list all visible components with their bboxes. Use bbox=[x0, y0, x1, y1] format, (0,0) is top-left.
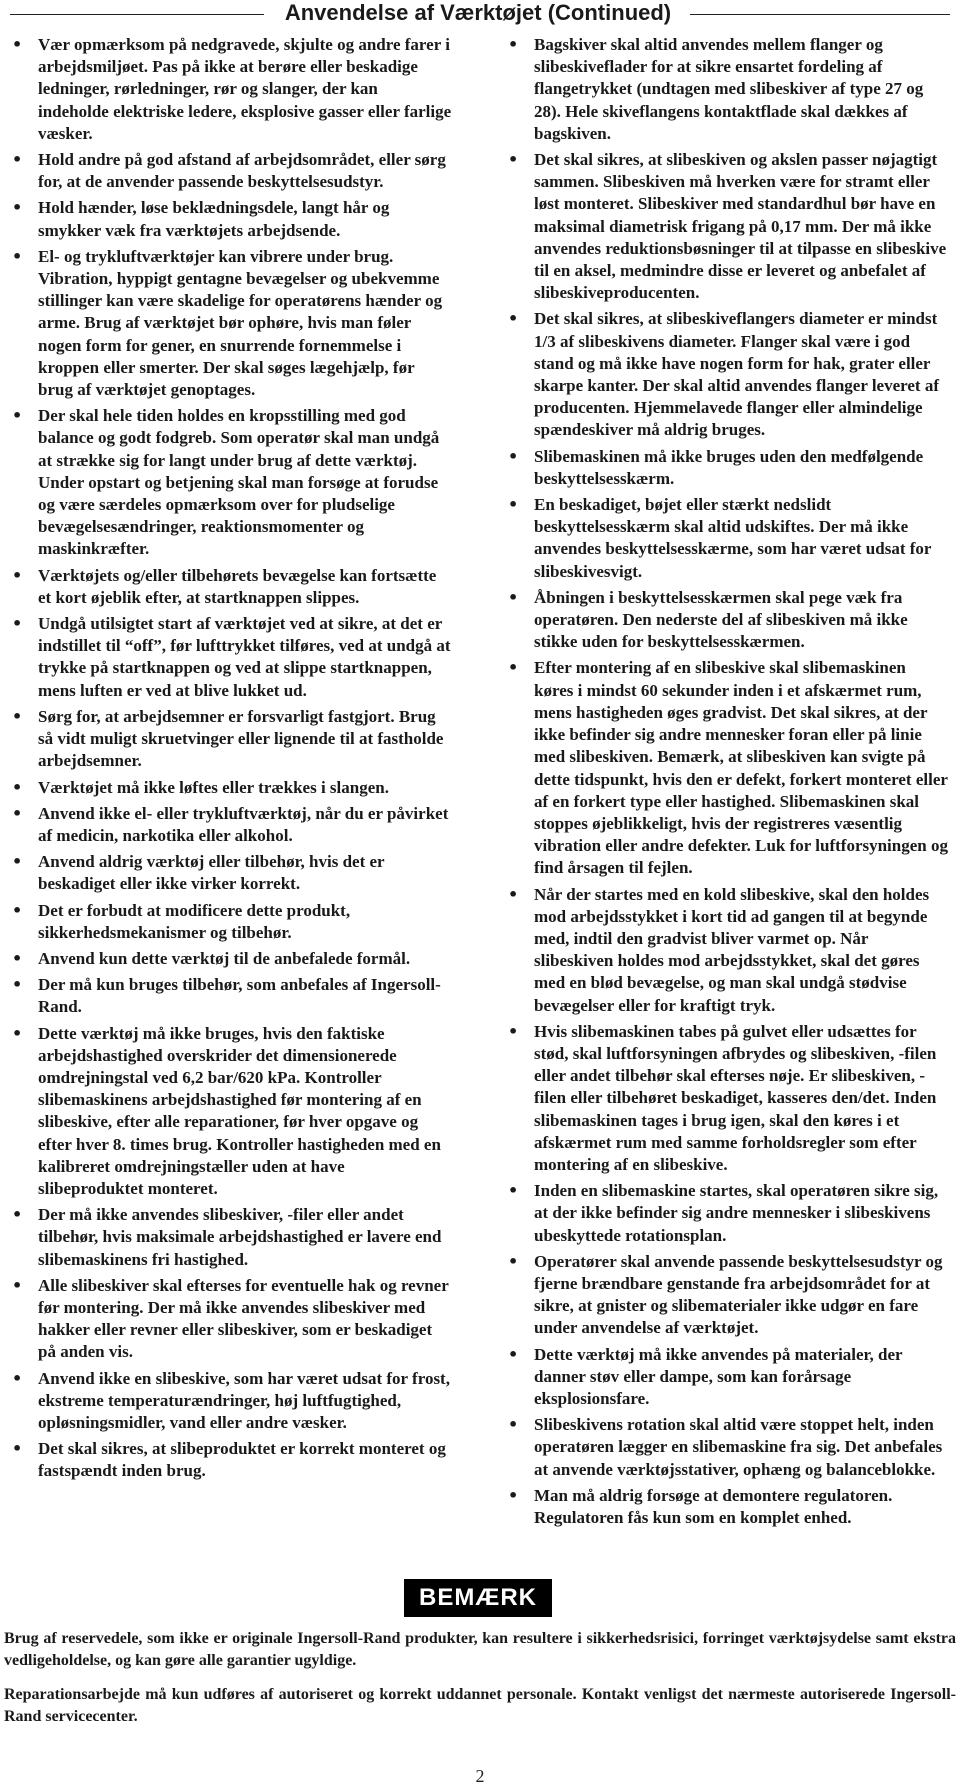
list-item-text: Undgå utilsigtet start af værktøjet ved at sikre, at det er indstillet til “off”, før lufttrykket tilføres, ved at undgå at trykke på startknappen og ved at slippe startknappen, mens luften er ved at blive lukket ud. bbox=[38, 614, 451, 700]
list-item bbox=[12, 613, 452, 702]
list-item bbox=[508, 308, 948, 441]
list-item-text: Værktøjets og/eller tilbehørets bevægelse kan fortsætte et kort øjeblik efter, at startknappen slippes. bbox=[38, 565, 437, 607]
list-item-text: Man må aldrig forsøge at demontere regulatoren. Regulatoren fås kun som en komplet enhed. bbox=[534, 1485, 893, 1527]
bullet-dot-icon: • bbox=[508, 587, 519, 607]
list-item-text: Inden en slibemaskine startes, skal operatøren sikre sig, at der ikke befinder sig andre mennesker i slibeskivens ubeskyttede rotationsplan. bbox=[534, 1181, 939, 1245]
bullet-dot-icon: • bbox=[508, 495, 519, 515]
list-item bbox=[508, 34, 948, 145]
right-bullet-list bbox=[508, 34, 948, 1529]
list-item-text: Anvend aldrig værktøj eller tilbehør, hvis det er beskadiget eller ikke virker korrekt. bbox=[38, 852, 385, 894]
list-item bbox=[12, 565, 452, 609]
list-item bbox=[508, 149, 948, 304]
list-item-text: Åbningen i beskyttelsesskærmen skal pege væk fra operatøren. Den nederste del af slibeskiven må ikke stikke uden for beskyttelsesskærmen. bbox=[534, 587, 908, 652]
list-item-text: Værktøjet må ikke løftes eller trækkes i slangen. bbox=[38, 777, 389, 797]
list-item-text: Vær opmærksom på nedgravede, skjulte og andre farer i arbejdsmiljøet. Pas på ikke at berøre eller beskadige ledninger, rørledninger, rør og slanger, der kan indeholde elektriske ledere, eksplosive gasser eller farlige væsker. bbox=[38, 35, 452, 143]
list-item-text: Dette værktøj må ikke anvendes på materialer, der danner støv eller dampe, som kan forårsage eksplosionsfare. bbox=[534, 1344, 903, 1408]
bullet-dot-icon: • bbox=[12, 35, 23, 54]
list-item bbox=[508, 1180, 948, 1247]
header-rule-right bbox=[690, 14, 950, 15]
page-header bbox=[0, 0, 960, 28]
header-rule-left bbox=[10, 14, 264, 15]
bullet-dot-icon: • bbox=[12, 948, 23, 968]
list-item bbox=[12, 149, 452, 193]
page-number: 2 bbox=[475, 1766, 485, 1786]
bullet-dot-icon: • bbox=[12, 1368, 23, 1388]
list-item-text: Når der startes med en kold slibeskive, skal den holdes mod arbejdsstykket i kort tid ad gangen til at begynde med, indtil den gradvist bliver varmet op. Når slibeskiven holdes mod arbejdsstykket, skal det gøres med en blød bevægelse, og man skal undgå stødvise bevægelser eller for kraftigt tryk. bbox=[534, 884, 930, 1015]
note-paragraph-1: Brug af reservedele, som ikke er originale Ingersoll-Rand produkter, kan resultere i sikkerhedsrisici, forringet værktøjsydelse samt ekstra vedligeholdelse, og kan gøre alle garantier ugyldige. bbox=[4, 1630, 956, 1669]
list-item bbox=[508, 657, 948, 879]
list-item-text: Alle slibeskiver skal efterses for eventuelle hak og revner før montering. Der må ikke anvendes slibeskiver med hakker eller revner eller slibeskiver, som er beskadiget på anden vis. bbox=[38, 1275, 449, 1362]
list-item bbox=[12, 851, 452, 895]
list-item-text: Bagskiver skal altid anvendes mellem flanger og slibeskiveflader for at sikre ensartet fordeling af flangetrykket (undtagen med slibeskiver af type 27 og 28). Hele skiveflangens kontaktflade skal dækkes af bagskiven. bbox=[534, 35, 924, 143]
note-heading-box bbox=[404, 1579, 552, 1617]
list-item bbox=[12, 405, 452, 560]
list-item bbox=[12, 706, 452, 773]
right-column bbox=[508, 34, 948, 1533]
list-item-text: Der må ikke anvendes slibeskiver, -filer eller andet tilbehør, hvis maksimale arbejdshastighed er lavere end slibemaskinens fri hastighed. bbox=[38, 1205, 442, 1269]
bullet-dot-icon: • bbox=[12, 852, 23, 872]
list-item bbox=[12, 803, 452, 847]
list-item-text: En beskadiget, bøjet eller stærkt nedslidt beskyttelsesskærm skal altid udskiftes. Der må ikke anvendes beskyttelsesskærme, som har været udsat for slibeskivesvigt. bbox=[534, 495, 932, 581]
bullet-dot-icon: • bbox=[12, 1023, 23, 1043]
list-item-text: Det skal sikres, at slibeproduktet er korrekt monteret og fastspændt inden brug. bbox=[38, 1439, 446, 1481]
note-paragraph-2: Reparationsarbejde må kun udføres af autoriseret og korrekt uddannet personale. Kontakt venligst det nærmeste autoriserede Ingersoll-Rand servicecenter. bbox=[4, 1686, 956, 1725]
list-item bbox=[508, 1485, 948, 1529]
list-item-text: Der skal hele tiden holdes en kropsstilling med god balance og godt fodgreb. Som operatør skal man undgå at strække sig for langt under brug af dette værktøj. Under opstart og betjening skal man forsøge at forudse og være særdeles opmærksom over for pludselige bevægelsesændringer, reaktionsmomenter og maskinkræfter. bbox=[38, 406, 440, 559]
bullet-dot-icon: • bbox=[508, 884, 519, 904]
bullet-dot-icon: • bbox=[508, 1021, 519, 1041]
list-item bbox=[508, 1414, 948, 1481]
list-item-text: Hold hænder, løse beklædningsdele, langt hår og smykker væk fra værktøjets arbejdsende. bbox=[38, 198, 390, 240]
list-item-text: Anvend ikke en slibeskive, som har været udsat for frost, ekstreme temperaturændringer, høj luftfugtighed, opløsningsmidler, vand eller andre væsker. bbox=[38, 1368, 450, 1432]
list-item bbox=[508, 1021, 948, 1176]
list-item bbox=[12, 974, 452, 1018]
list-item bbox=[12, 1204, 452, 1271]
list-item-text: Anvend kun dette værktøj til de anbefalede formål. bbox=[38, 948, 411, 968]
bullet-dot-icon: • bbox=[12, 246, 23, 266]
bullet-dot-icon: • bbox=[12, 1205, 23, 1225]
bullet-dot-icon: • bbox=[12, 777, 23, 797]
bullet-dot-icon: • bbox=[508, 1344, 519, 1364]
list-item-text: Det skal sikres, at slibeskiveflangers diameter er mindst 1/3 af slibeskivens diameter. Flanger skal være i god stand og må ikke have nogen form for hak, grater eller skarpe kanter. Der skal altid anvendes flanger leveret af producenten. Hjemmelavede flanger eller almindelige spændeskiver må aldrig bruges. bbox=[534, 309, 939, 440]
list-item-text: Anvend ikke el- eller trykluftværktøj, når du er påvirket af medicin, narkotika eller alkohol. bbox=[38, 803, 449, 845]
bullet-dot-icon: • bbox=[12, 565, 23, 585]
bullet-dot-icon: • bbox=[12, 706, 23, 726]
list-item bbox=[12, 1275, 452, 1364]
list-item-text: Det skal sikres, at slibeskiven og akslen passer nøjagtigt sammen. Slibeskiven må hverken være for stramt eller løst monteret. Slibeskiver med standardhul bør have en maksimal diametrisk frigang på 0,17 mm. Der må ikke anvendes reduktionsbøsninger til at tilpasse en slibeskive til en aksel, medmindre disse er leveret og anbefalet af slibeskiveproducenten. bbox=[534, 150, 947, 303]
list-item-text: Slibemaskinen må ikke bruges uden den medfølgende beskyttelsesskærm. bbox=[534, 446, 924, 488]
list-item bbox=[12, 948, 452, 970]
bullet-dot-icon: • bbox=[508, 658, 519, 678]
list-item bbox=[12, 777, 452, 799]
list-item-text: Sørg for, at arbejdsemner er forsvarligt fastgjort. Brug så vidt muligt skruetvinger eller lignende til at fastholde arbejdsemner. bbox=[38, 706, 444, 771]
bullet-dot-icon: • bbox=[12, 150, 23, 170]
bullet-dot-icon: • bbox=[12, 614, 23, 634]
list-item-text: Slibeskivens rotation skal altid være stoppet helt, inden operatøren lægger en slibemaskine fra sig. Det anbefales at anvende værktøjsstativer, ophæng og balanceblokke. bbox=[534, 1415, 943, 1479]
list-item-text: Dette værktøj må ikke bruges, hvis den faktiske arbejdshastighed overskrider det dimensionerede omdrejningstal ved 6,2 bar/620 kPa. Kontroller slibemaskinens arbejdshastighed før montering af en slibeskive, efter alle reparationer, før hver opgave og efter hver 8. times brug. Kontroller hastigheden med en kalibreret omdrejningstæller uden at have slibeproduktet monteret. bbox=[38, 1023, 441, 1198]
list-item bbox=[508, 1251, 948, 1340]
list-item bbox=[12, 1368, 452, 1435]
section-title: Anvendelse af Værktøjet (Continued) bbox=[284, 0, 672, 25]
left-column bbox=[12, 34, 452, 1487]
bullet-dot-icon: • bbox=[508, 1251, 519, 1271]
list-item-text: Det er forbudt at modificere dette produkt, sikkerhedsmekanismer og tilbehør. bbox=[38, 900, 351, 942]
bullet-dot-icon: • bbox=[12, 1275, 23, 1295]
bullet-dot-icon: • bbox=[508, 1181, 519, 1201]
bullet-dot-icon: • bbox=[12, 803, 23, 823]
list-item-text: Hold andre på god afstand af arbejdsområdet, eller sørg for, at de anvender passende beskyttelsesudstyr. bbox=[38, 150, 446, 192]
list-item bbox=[12, 34, 452, 145]
list-item bbox=[508, 1344, 948, 1411]
list-item bbox=[12, 900, 452, 944]
bullet-dot-icon: • bbox=[508, 35, 519, 54]
list-item-text: Operatører skal anvende passende beskyttelsesudstyr og fjerne brændbare genstande fra arbejdsområdet for at sikre, at gnister og slibematerialer ikke udgør en fare under anvendelse af værktøjet. bbox=[534, 1251, 943, 1338]
note-heading: BEMÆRK bbox=[419, 1584, 537, 1611]
bullet-dot-icon: • bbox=[508, 1415, 519, 1435]
bullet-dot-icon: • bbox=[508, 150, 519, 170]
list-item-text: Efter montering af en slibeskive skal slibemaskinen køres i mindst 60 sekunder inden i et afskærmet rum, mens hastigheden øges gradvist. Det skal sikres, at der ikke befinder sig andre mennesker foran eller på linie med slibeskiven. Bemærk, at slibeskiven kan svigte på dette tidspunkt, hvis den er defekt, forkert monteret eller af en forkert type eller hastighed. Slibemaskinen skal stoppes øjeblikkeligt, hvis der registreres væsentlig vibration eller andre defekter. Luk for luftforsyningen og find årsagen til fejlen. bbox=[534, 658, 948, 878]
bullet-dot-icon: • bbox=[12, 406, 23, 426]
list-item bbox=[12, 246, 452, 401]
list-item-text: Der må kun bruges tilbehør, som anbefales af Ingersoll-Rand. bbox=[38, 975, 441, 1017]
bullet-dot-icon: • bbox=[12, 198, 23, 218]
bullet-dot-icon: • bbox=[508, 1485, 519, 1505]
bullet-dot-icon: • bbox=[508, 309, 519, 329]
list-item-text: Hvis slibemaskinen tabes på gulvet eller udsættes for stød, skal luftforsyningen afbrydes og slibeskiven, -filen eller andet tilbehør skal efterses nøje. Er slibeskiven, -filen eller tilbehøret beskadiget, kasseres den/det. Inden slibemaskinen tages i brug igen, skal den køres i et afskærmet rum med samme forholdsregler som efter montering af en slibeskive. bbox=[534, 1021, 937, 1174]
list-item bbox=[508, 446, 948, 490]
list-item-text: El- og trykluftværktøjer kan vibrere under brug. Vibration, hyppigt gentagne bevægelser og ubekvemme stillinger kan være skadelige for operatørens hænder og arme. Brug af værktøjet bør ophøre, hvis man føler nogen form for gener, en snurrende fornemmelse i kroppen eller smerter. Der skal søges lægehjælp, før brug af værktøjet genoptages. bbox=[38, 246, 443, 400]
list-item bbox=[508, 587, 948, 654]
list-item bbox=[508, 494, 948, 583]
bullet-dot-icon: • bbox=[12, 975, 23, 995]
bullet-dot-icon: • bbox=[12, 1439, 23, 1459]
bullet-dot-icon: • bbox=[12, 900, 23, 920]
bullet-dot-icon: • bbox=[508, 446, 519, 466]
list-item bbox=[12, 1023, 452, 1201]
left-bullet-list bbox=[12, 34, 452, 1483]
list-item bbox=[508, 884, 948, 1017]
list-item bbox=[12, 197, 452, 241]
list-item bbox=[12, 1438, 452, 1482]
